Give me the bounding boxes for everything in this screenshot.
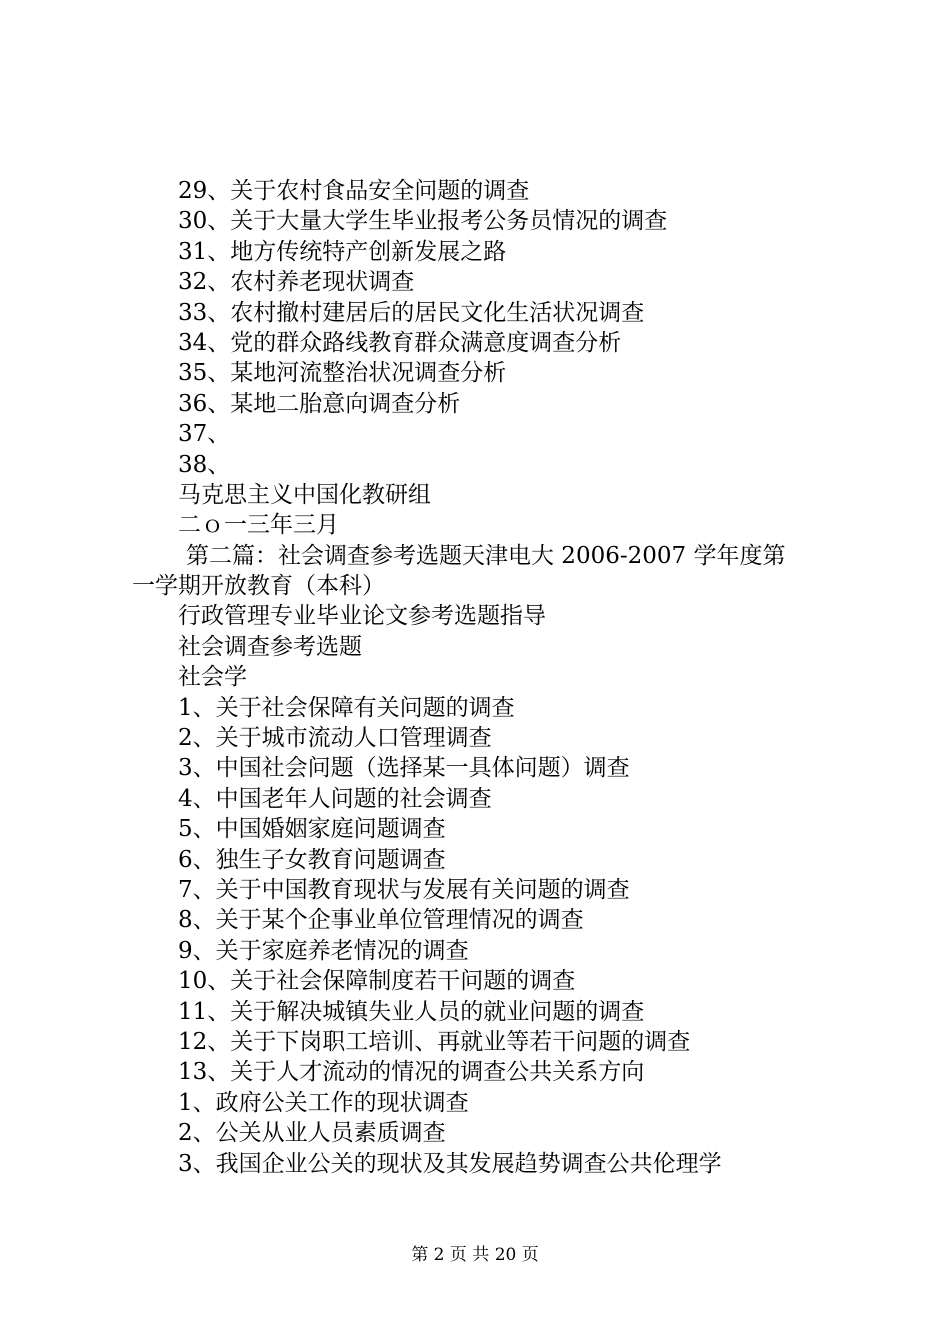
text-line: 9、关于家庭养老情况的调查 bbox=[178, 937, 469, 964]
text-line: 社会调查参考选题 bbox=[178, 633, 362, 660]
page-number-label: 第 2 页 共 20 页 bbox=[411, 1245, 539, 1265]
text-line: 马克思主义中国化教研组 bbox=[178, 481, 431, 508]
section-heading-continuation: 一学期开放教育（本科） bbox=[132, 573, 385, 600]
text-line: 10、关于社会保障制度若干问题的调查 bbox=[178, 968, 576, 995]
text-line: 8、关于某个企事业单位管理情况的调查 bbox=[178, 907, 584, 934]
text-line: 2、公关从业人员素质调查 bbox=[178, 1120, 446, 1147]
text-line: 32、农村养老现状调查 bbox=[178, 269, 415, 296]
text-line: 社会学 bbox=[178, 664, 247, 691]
text-line: 11、关于解决城镇失业人员的就业问题的调查 bbox=[178, 998, 645, 1025]
text-line: 37、 bbox=[178, 421, 231, 448]
text-line: 34、党的群众路线教育群众满意度调查分析 bbox=[178, 329, 622, 356]
text-line: 3、我国企业公关的现状及其发展趋势调查公共伦理学 bbox=[178, 1150, 722, 1177]
text-line: 31、地方传统特产创新发展之路 bbox=[178, 238, 507, 265]
text-line: 5、中国婚姻家庭问题调查 bbox=[178, 816, 446, 843]
text-line: 29、关于农村食品安全问题的调查 bbox=[178, 178, 530, 204]
text-line: 4、中国老年人问题的社会调查 bbox=[178, 785, 492, 812]
text-line: 6、独生子女教育问题调查 bbox=[178, 846, 446, 873]
text-line: 3、中国社会问题（选择某一具体问题）调查 bbox=[178, 755, 630, 782]
text-line: 12、关于下岗职工培训、再就业等若干问题的调查 bbox=[178, 1028, 691, 1055]
text-line: 36、某地二胎意向调查分析 bbox=[178, 390, 461, 417]
text-line: 13、关于人才流动的情况的调查公共关系方向 bbox=[178, 1059, 645, 1086]
section-heading-line: 第二篇：社会调查参考选题天津电大 2006-2007 学年度第 bbox=[186, 542, 786, 569]
text-line: 33、农村撤村建居后的居民文化生活状况调查 bbox=[178, 299, 645, 326]
text-line: 2、关于城市流动人口管理调查 bbox=[178, 725, 492, 752]
text-line: 38、 bbox=[178, 451, 231, 478]
text-line: 行政管理专业毕业论文参考选题指导 bbox=[178, 603, 546, 630]
document-body bbox=[0, 176, 950, 1179]
text-line: 1、政府公关工作的现状调查 bbox=[178, 1089, 469, 1116]
text-line: 7、关于中国教育现状与发展有关问题的调查 bbox=[178, 876, 630, 903]
text-line: 二ｏ一三年三月 bbox=[178, 512, 339, 539]
text-line: 35、某地河流整治状况调查分析 bbox=[178, 360, 507, 387]
text-line: 1、关于社会保障有关问题的调查 bbox=[178, 694, 515, 721]
text-line: 30、关于大量大学生毕业报考公务员情况的调查 bbox=[178, 208, 668, 235]
page-footer bbox=[0, 1244, 950, 1266]
